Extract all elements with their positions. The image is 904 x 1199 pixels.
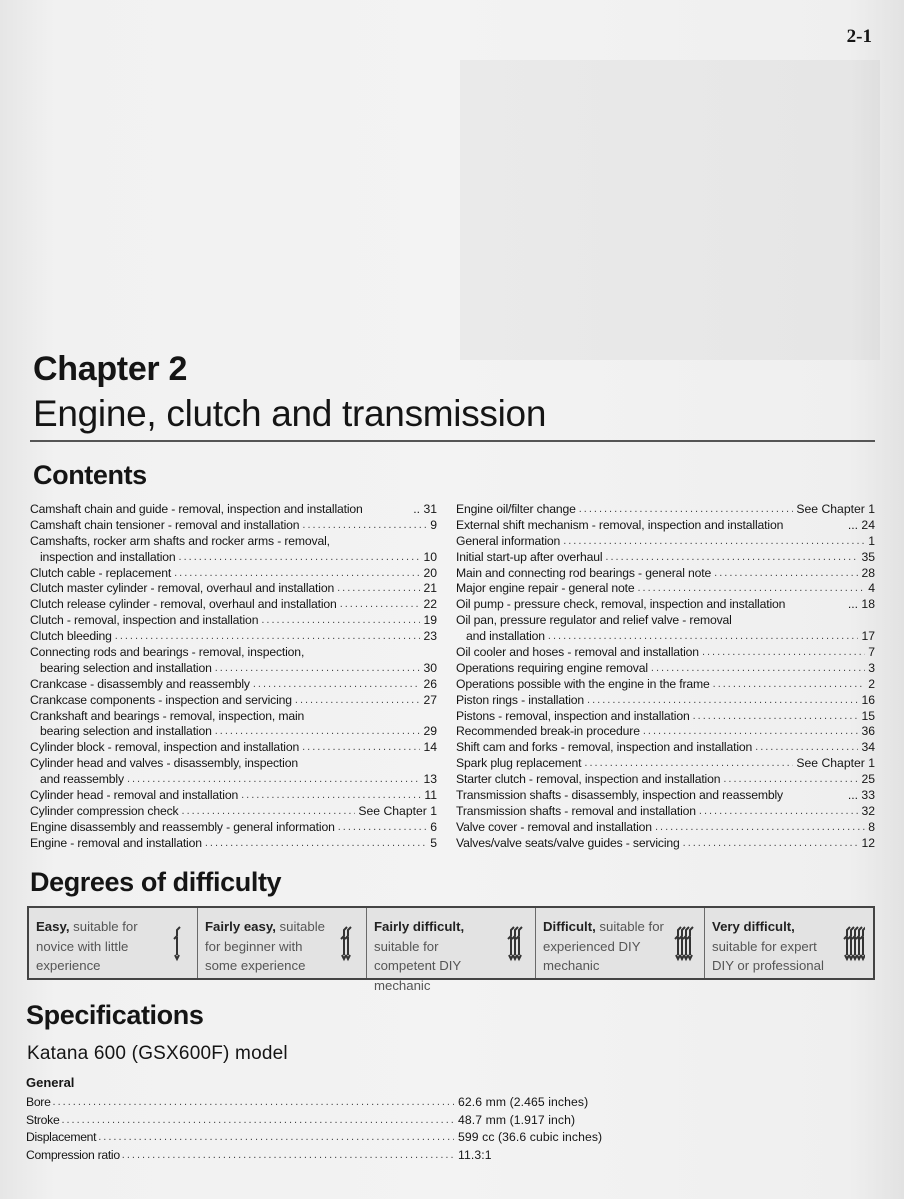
spanner-icon (844, 927, 850, 959)
contents-left-column (30, 502, 437, 852)
dot-leader (605, 550, 858, 566)
contents-entry-title: Operations requiring engine removal (456, 660, 648, 675)
contents-entry (456, 629, 875, 645)
contents-entry (30, 788, 437, 804)
contents-entry-title: Clutch cable - replacement (30, 565, 172, 580)
spanner-icon (687, 927, 693, 959)
spanner-icon (852, 927, 858, 959)
dot-leader (651, 661, 865, 677)
spanner-icon (683, 927, 689, 959)
contents-entry (456, 566, 875, 582)
show-through-shadow (460, 60, 880, 360)
contents-heading: Contents (33, 460, 147, 490)
chapter-label: Chapter 2 (33, 350, 188, 388)
specifications-table (26, 1094, 666, 1164)
contents-entry (456, 836, 875, 852)
difficulty-description (543, 917, 671, 976)
spanner-icon (856, 927, 862, 959)
contents-entry-page: 34 (861, 740, 875, 755)
contents-entry (30, 550, 437, 566)
difficulty-level-detail: suitable for experienced DIY mechanic (543, 919, 664, 973)
difficulty-level-name: Very difficult, (712, 919, 795, 934)
specification-label: Displacement (26, 1130, 97, 1144)
contents-entry (456, 788, 875, 804)
specification-label: Stroke (26, 1112, 60, 1127)
contents-entry (456, 518, 875, 534)
difficulty-scale (27, 906, 875, 993)
contents-entry (30, 581, 437, 597)
contents-entry (30, 772, 437, 788)
specification-label: Bore (26, 1095, 51, 1109)
dot-leader (655, 820, 865, 836)
dot-leader (338, 820, 427, 836)
contents-entry-page: 11 (424, 788, 437, 803)
contents-entry-page: 23 (423, 629, 437, 644)
difficulty-level-name: Easy, (36, 919, 70, 934)
difficulty-level (535, 908, 704, 978)
contents-entry-title: Camshaft chain and guide - removal, inspection and installation (30, 501, 363, 516)
contents-entry-page: ... 24 (847, 517, 875, 532)
dot-leader (587, 693, 858, 709)
dot-leader (699, 804, 859, 820)
contents-entry-title: inspection and installation (40, 549, 176, 564)
specification-value: 48.7 mm (1.917 inch) (458, 1112, 576, 1127)
dot-leader (579, 502, 794, 518)
specification-row (26, 1129, 666, 1147)
specifications-general-heading: General (26, 1075, 75, 1090)
difficulty-description (205, 917, 333, 976)
contents-entry (30, 629, 437, 645)
specification-label: Compression ratio (26, 1147, 120, 1162)
specification-value: 599 cc (36.6 cubic inches) (458, 1130, 603, 1144)
contents-entry (456, 645, 875, 661)
dot-leader (723, 772, 858, 788)
title-rule (30, 440, 875, 442)
dot-leader (205, 836, 427, 852)
contents-entry (456, 581, 875, 597)
contents-entry-title: Clutch - removal, inspection and installation (30, 613, 259, 628)
difficulty-level-name: Difficult, (543, 919, 596, 934)
dot-leader (302, 740, 420, 756)
contents-entry (30, 677, 437, 693)
difficulty-level (704, 908, 873, 978)
contents-entry-page: 13 (423, 772, 437, 787)
contents-entry-page: 1 (868, 533, 875, 548)
contents-entry-title: Clutch release cylinder - removal, overhaul and installation (30, 597, 337, 612)
difficulty-level-detail: suitable for competent DIY mechanic (374, 938, 461, 993)
contents-entry-page: See Chapter 1 (358, 803, 437, 818)
dot-leader (702, 645, 865, 661)
contents-entry (30, 534, 437, 550)
spanner-icon (174, 927, 180, 959)
contents-entry-page: 9 (430, 517, 437, 532)
contents-entry-title: Valve cover - removal and installation (456, 819, 652, 834)
contents-entry-page: 36 (861, 724, 875, 739)
spanner-icon (860, 927, 865, 959)
contents-entry-title: Main and connecting rod bearings - general note (456, 565, 712, 580)
dot-leader (638, 581, 866, 597)
spanners-icon (674, 918, 696, 972)
page-number: 2-1 (846, 26, 872, 47)
contents-entry-title: bearing selection and installation (40, 724, 212, 739)
contents-entry-title: Cylinder block - removal, inspection and installation (30, 740, 300, 755)
contents-entry (456, 740, 875, 756)
contents-right-column (456, 502, 875, 852)
contents-entry-title: Engine disassembly and reassembly - general information (30, 819, 335, 834)
dot-leader (295, 693, 421, 709)
difficulty-level-name: Fairly difficult, (374, 919, 465, 934)
contents-entry-title: Recommended break-in procedure (456, 724, 640, 739)
contents-entry-title: Major engine repair - general note (456, 581, 635, 596)
difficulty-level (29, 908, 197, 978)
dot-leader (693, 709, 859, 725)
contents-entry-page: 32 (861, 803, 875, 818)
contents-entry (456, 693, 875, 709)
contents-entry-title: Piston rings - installation (456, 692, 585, 707)
spanner-icon (848, 927, 854, 959)
contents-entry-title: Crankshaft and bearings - removal, inspection, main (30, 708, 305, 723)
contents-entry-title: Camshafts, rocker arm shafts and rocker arms - removal, (30, 533, 330, 548)
contents-entry-title: Cylinder head - removal and installation (30, 788, 239, 803)
contents-entry-page: 26 (423, 676, 437, 691)
specifications-heading: Specifications (26, 1000, 204, 1030)
dot-leader (584, 756, 793, 772)
contents-entry (456, 677, 875, 693)
contents-entry-title: Crankcase components - inspection and servicing (30, 692, 292, 707)
difficulty-description (36, 917, 164, 976)
dot-leader (643, 724, 859, 740)
contents-entry-page: 15 (861, 708, 875, 723)
difficulty-level (197, 908, 366, 978)
dot-leader (127, 772, 421, 788)
contents-entry (456, 502, 875, 518)
contents-entry-page: 29 (423, 724, 437, 739)
contents-entry-title: Camshaft chain tensioner - removal and installation (30, 517, 300, 532)
specification-row (26, 1147, 666, 1165)
contents-entry (30, 645, 437, 661)
contents-entry (30, 836, 437, 852)
contents-entry-title: Clutch master cylinder - removal, overhaul and installation (30, 581, 335, 596)
dot-leader (215, 661, 421, 677)
contents-entry-page: ... 18 (847, 597, 875, 612)
dot-leader (683, 836, 859, 852)
contents-entry (30, 820, 437, 836)
dot-leader (302, 518, 427, 534)
contents-entry-page: 7 (868, 645, 875, 659)
dot-leader (115, 629, 421, 645)
contents-entry (30, 756, 437, 772)
difficulty-level-detail: suitable for expert DIY or professional (712, 938, 824, 973)
contents-entry-page: 19 (423, 613, 437, 628)
contents-entry-title: Transmission shafts - removal and installation (456, 803, 696, 818)
difficulty-heading: Degrees of difficulty (30, 867, 282, 897)
spanners-icon (505, 918, 527, 972)
contents-entry-title: Pistons - removal, inspection and installation (456, 708, 690, 723)
contents-entry-page: 5 (430, 835, 437, 850)
specification-value: 62.6 mm (2.465 inches) (458, 1095, 589, 1109)
dot-leader (122, 1147, 454, 1165)
contents-entry-title: bearing selection and installation (40, 660, 212, 675)
dot-leader (241, 788, 421, 804)
contents-entry-page: 30 (423, 660, 437, 675)
contents-entry-title: Engine - removal and installation (30, 835, 202, 850)
contents-entry (456, 820, 875, 836)
difficulty-description (374, 917, 502, 995)
contents-entry-title: Clutch bleeding (30, 629, 112, 644)
spanner-icon (675, 927, 681, 959)
dot-leader (755, 740, 858, 756)
contents-entry-page: .. 31 (413, 501, 437, 516)
contents-entry-page: See Chapter 1 (796, 501, 875, 516)
contents-entry-title: Valves/valve seats/valve guides - servicing (456, 835, 680, 850)
contents-entry-title: and reassembly (40, 772, 124, 787)
contents-entry (30, 502, 437, 518)
contents-entry-title: Oil cooler and hoses - removal and installation (456, 645, 699, 659)
contents-entry (30, 661, 437, 677)
contents-entry (456, 550, 875, 566)
spanner-icon (345, 927, 351, 959)
dot-leader (98, 1129, 454, 1147)
contents-entry-title: Cylinder head and valves - disassembly, inspection (30, 756, 298, 771)
contents-entry-title: Crankcase - disassembly and reassembly (30, 676, 250, 691)
spanners-icon (336, 918, 358, 972)
contents-entry (456, 804, 875, 820)
spanner-icon (679, 927, 685, 959)
contents-entry (456, 534, 875, 550)
contents-entry (30, 724, 437, 740)
contents-entry (456, 613, 875, 629)
dot-leader (340, 597, 421, 613)
contents-entry-page: 10 (423, 549, 437, 564)
difficulty-level-name: Fairly easy, (205, 919, 276, 934)
dot-leader (713, 677, 866, 693)
contents-entry-page: 17 (861, 629, 875, 644)
specifications-model: Katana 600 (GSX600F) model (27, 1043, 288, 1064)
contents-entry-page: 6 (430, 819, 437, 834)
spanners-icon (167, 918, 189, 972)
dot-leader (714, 566, 858, 582)
contents-entry (456, 724, 875, 740)
dot-leader (53, 1094, 454, 1112)
specification-row (26, 1094, 666, 1112)
contents-entry (30, 740, 437, 756)
spanner-icon (341, 927, 347, 959)
contents-entry (30, 693, 437, 709)
contents-entry-page: 27 (423, 692, 437, 707)
specification-row (26, 1112, 666, 1130)
contents-entry-title: Oil pan, pressure regulator and relief valve - removal (456, 613, 732, 628)
difficulty-level-detail: suitable for novice with little experience (36, 919, 138, 973)
contents-entry-page: 21 (423, 581, 437, 596)
dot-leader (182, 804, 356, 820)
contents-entry (456, 597, 875, 613)
contents-entry-title: and installation (466, 629, 545, 644)
contents-entry-page: 2 (868, 676, 875, 691)
difficulty-level-detail: suitable for beginner with some experience (205, 919, 325, 973)
contents-entry-page: ... 33 (847, 788, 875, 803)
contents-entry-page: 22 (423, 597, 437, 612)
contents-entry (30, 518, 437, 534)
dot-leader (174, 566, 420, 582)
contents-entry-title: Engine oil/filter change (456, 501, 576, 516)
spanners-icon (843, 918, 865, 972)
contents-entry-title: Operations possible with the engine in the frame (456, 676, 710, 691)
contents-entry-title: Shift cam and forks - removal, inspection and installation (456, 740, 753, 755)
contents-entry-page: 16 (861, 692, 875, 707)
contents-entry (30, 804, 437, 820)
dot-leader (261, 613, 420, 629)
contents-entry (30, 613, 437, 629)
contents-entry (30, 566, 437, 582)
spanner-icon (512, 927, 518, 959)
contents-entry-title: General information (456, 533, 561, 548)
contents-entry-page: See Chapter 1 (796, 756, 875, 771)
dot-leader (253, 677, 421, 693)
contents-entry-title: Oil pump - pressure check, removal, inspection and installation (456, 597, 786, 612)
contents-entry-page: 8 (868, 819, 875, 834)
contents-entry-title: Starter clutch - removal, inspection and installation (456, 772, 721, 787)
dot-leader (215, 724, 421, 740)
contents-entry-page: 20 (423, 565, 437, 580)
spanner-icon (508, 927, 514, 959)
contents-entry-page: 25 (861, 772, 875, 787)
specification-value: 11.3:1 (458, 1147, 492, 1162)
chapter-title: Engine, clutch and transmission (33, 393, 547, 434)
contents-entry (456, 772, 875, 788)
contents-entry-title: Cylinder compression check (30, 803, 179, 818)
contents-entry-page: 28 (861, 565, 875, 580)
contents-entry-page: 3 (868, 660, 875, 675)
contents-entry-page: 14 (423, 740, 437, 755)
spanner-icon (516, 927, 522, 959)
difficulty-description (712, 917, 840, 976)
contents-entry-title: External shift mechanism - removal, inspection and installation (456, 517, 784, 532)
contents-entry (456, 756, 875, 772)
dot-leader (337, 581, 420, 597)
contents-entry-page: 4 (868, 581, 875, 596)
contents-entry-title: Connecting rods and bearings - removal, inspection, (30, 645, 305, 659)
dot-leader (61, 1112, 454, 1130)
contents-entry (456, 709, 875, 725)
contents-entry-title: Transmission shafts - disassembly, inspection and reassembly (456, 788, 783, 803)
contents-entry-page: 35 (861, 549, 875, 564)
dot-leader (179, 550, 421, 566)
difficulty-level (366, 908, 535, 993)
contents-entry-title: Initial start-up after overhaul (456, 549, 603, 564)
contents-entry (30, 709, 437, 725)
contents-entry-title: Spark plug replacement (456, 756, 582, 771)
contents-entry-page: 12 (861, 835, 875, 850)
dot-leader (548, 629, 859, 645)
contents-entry (30, 597, 437, 613)
dot-leader (563, 534, 865, 550)
contents-entry (456, 661, 875, 677)
